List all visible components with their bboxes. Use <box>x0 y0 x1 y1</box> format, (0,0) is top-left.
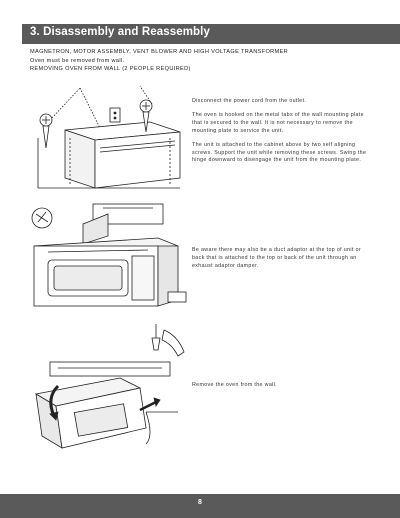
figure-oven-removal <box>28 316 188 458</box>
intro-heading: MAGNETRON, MOTOR ASSEMBLY, VENT BLOWER AND HIGH VOLTAGE TRANSFORMER <box>30 49 289 55</box>
intro-note: Oven must be removed from wall. <box>30 57 125 64</box>
step-1-para-2: The oven is hooked on the metal tabs of the wall mounting plate that is secured to the wall. It is not necessary to remove the mounting plate to service the unit. <box>192 111 364 134</box>
step-1-para-1: Disconnect the power cord from the outlet. <box>192 98 307 104</box>
step-2-para-1: Be aware there may also be a duct adaptor at the top of unit or back that is attached to the top or back of the unit through an exhaust adaptor damper. <box>192 247 361 269</box>
figure-mounting-plate <box>30 78 190 200</box>
section-title: 3. Disassembly and Reassembly <box>30 26 210 38</box>
intro-subheading: REMOVING OVEN FROM WALL (2 PEOPLE REQUIRED) <box>30 66 191 73</box>
step-2-text <box>192 247 374 277</box>
section-title-bar <box>22 24 400 44</box>
intro-block <box>30 48 380 74</box>
page-footer <box>0 494 400 518</box>
figure-oven-mounted <box>28 200 188 318</box>
step-3-para-1: Remove the oven from the wall. <box>192 382 277 388</box>
page-number: 8 <box>198 499 202 506</box>
page-header <box>0 0 400 46</box>
step-1-text <box>192 98 374 171</box>
step-1-para-3: The unit is attached to the cabinet above by two self aligning screws. Support the unit while removing these screws. Swing the hinge downward to disengage the unit from the mounting plate. <box>192 141 367 164</box>
step-3-text <box>192 382 374 396</box>
